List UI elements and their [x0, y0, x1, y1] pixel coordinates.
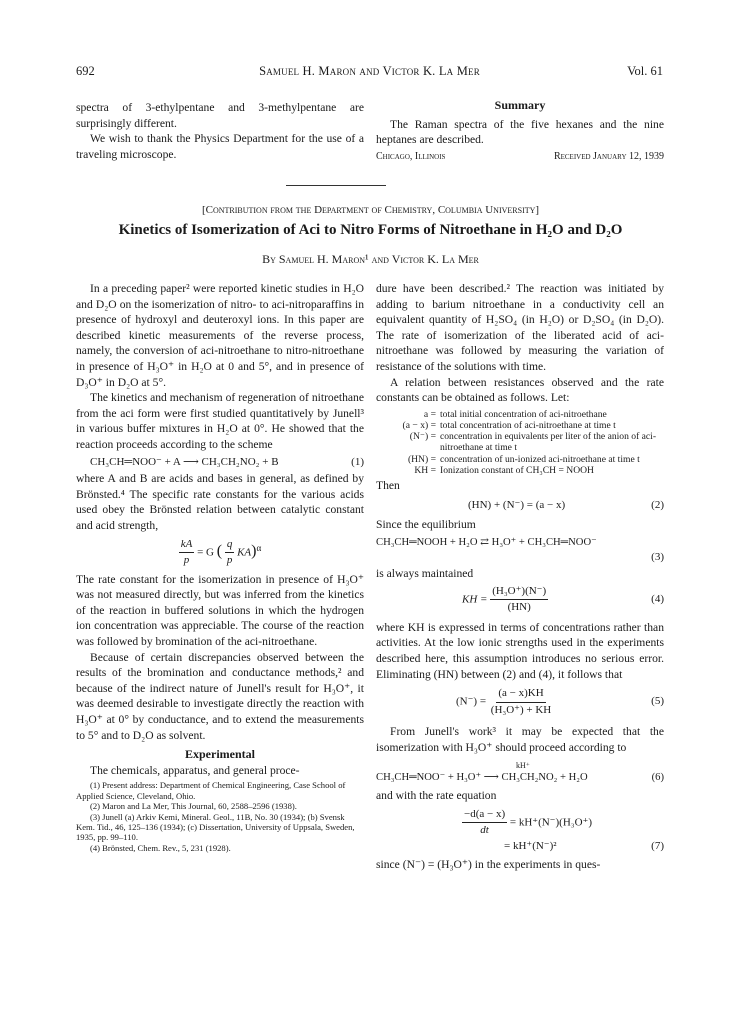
paragraph: is always maintained — [376, 566, 474, 580]
paragraph: Because of certain discrepancies observed between the results of the bromination and conductance methods,² and because of the indirect nature of Junell's result for H₃O⁺, it was deemed desirable to investigate directly the reaction with H₃O⁺ at 0° by conductance, and to extend the measurements to 5° and to D₂O as solvent. — [76, 650, 364, 742]
paragraph: Since the equilibrium — [376, 518, 476, 532]
byline: By Samuel H. Maron¹ and Victor K. La Mer — [262, 252, 479, 266]
equation-6: kH⁺ CH₃CH═NOO⁻ + H₃O⁺ ⟶ CH₃CH₂NO₂ + H₂O (6) — [376, 761, 664, 786]
right-column — [376, 281, 664, 873]
volume-label: Vol. 61 — [627, 64, 663, 78]
equation-1 — [76, 455, 364, 471]
equation-number: (7) — [651, 839, 664, 852]
paragraph: and with the rate equation — [376, 789, 497, 803]
paragraph: where A and B are acids and bases in general, as defined by Brönsted.⁴ The specific rate constants for the various acids used obey the Brönsted relation between catalytic constant and acid strength, — [76, 472, 364, 532]
equation-number: (4) — [651, 592, 664, 605]
paragraph: A relation between resistances observed and the rate constants can be obtained as follows. Let: — [376, 375, 664, 405]
then-label: Then — [376, 478, 400, 492]
equation-number: (6) — [651, 772, 664, 784]
received-line — [376, 149, 664, 165]
paragraph: where KH is expressed in terms of concentrations rather than activities. At the low ionic strengths used in the experiments described here, this assumption introduces no serious error. Eliminating (HN) between (2) and (4), it follows that — [376, 620, 664, 681]
article-title: Kinetics of Isomerization of Aci to Nitro Forms of Nitroethane in H₂O and D₂O — [118, 222, 623, 238]
legend-row: (a − x) = total concentration of aci-nitroethane at time t — [402, 419, 616, 431]
footnotes — [76, 780, 364, 853]
prev-article-left — [76, 100, 364, 162]
bronsted-relation: $\frac{kA}{p}$ = G ( $\frac{q}{p}$ KA)$^\alpha$ — [76, 537, 364, 569]
acknowledgement: We wish to thank the Physics Department for the use of a traveling microscope. — [76, 132, 364, 161]
footnote: (3) Junell (a) Arkiv Kemi, Mineral. Geol., 11B, No. 30 (1934); (b) Svensk Kem. Tid., 46, 125–136 (1934); (c) Dissertation, University of Uppsala, Sweden, 1935, pp. 99–110. — [76, 811, 355, 843]
equation-2: (HN) + (N⁻) = (a − x) (2) — [376, 498, 664, 514]
equation-4: KH = $\frac{\text{(H₃O⁺)(N⁻)}}{(HN)}$ (4) — [462, 584, 664, 614]
symbol-legend — [376, 409, 664, 476]
contribution-line: [Contribution from the Department of Chemistry, Columbia University] — [201, 204, 540, 216]
q-over-p: $\frac{q}{p}$ — [226, 537, 233, 567]
equation-number: (3) — [651, 551, 664, 564]
bronsted-fraction: $\frac{kA}{p}$ — [180, 537, 193, 567]
equation-number: (1) — [351, 455, 364, 468]
prev-paragraph: spectra of 3-ethylpentane and 3-methylpentane are surprisingly different. — [76, 101, 364, 130]
legend-row: KH = Ionization constant of CH₃CH = NOOH — [414, 464, 594, 476]
paragraph: In a preceding paper² were reported kinetic studies in H₂O and D₂O on the isomerization of nitro- to aci-nitroparaffins in presence of hydroxyl and deuteroxyl ions. In this paper are described kinetic measurements of the reverse process, namely, the conversion of aci-nitroethane to nitro-nitroethane in presence of H₃O⁺ in H₂O at 0 and 5°, and in presence of D₃O⁺ in D₂O at 5°. — [76, 282, 364, 389]
legend-row: (HN) = concentration of un-ionized aci-nitroethane at time t — [407, 453, 640, 465]
equation-text: CH₃CH═NOO⁻ + A ⟶ CH₃CH₂NO₂ + B — [90, 455, 279, 468]
summary-heading: Summary — [494, 98, 546, 112]
separator-rule — [286, 185, 386, 186]
running-header — [76, 64, 663, 82]
location: Chicago, Illinois — [376, 150, 446, 162]
footnote: (4) Brönsted, Chem. Rev., 5, 231 (1928). — [90, 842, 231, 853]
paragraph: since (N⁻) = (H₃O⁺) in the experiments in ques- — [376, 858, 601, 872]
left-column — [76, 281, 364, 853]
equation-5: (N⁻) = $\frac{(a - x)KH}{\text{(H₃O⁺) + KH}}$ (5) — [456, 687, 664, 716]
footnote: (1) Present address: Department of Chemical Engineering, Case School of Applied Science, Cleveland, Ohio. — [76, 780, 346, 801]
experimental-heading: Experimental — [185, 747, 255, 762]
page-number: 692 — [76, 64, 95, 78]
paragraph: dure have been described.² The reaction was initiated by adding to barium nitroethane in a conductivity cell an equivalent quantity of H₂SO₄ (in H₂O) or D₂SO₄ (in D₂O). The rate of isomerization of the liberated acid of aci-nitroethane was followed by measuring the variation of resistance of the solutions with time. — [376, 282, 664, 373]
paragraph: The kinetics and mechanism of regeneration of nitroethane from the aci form were first studied quantitatively by Junell³ in various buffer mixtures in H₂O at 0°. He showed that the reaction proceeds according to the scheme — [76, 391, 364, 451]
equation-number: (2) — [651, 498, 664, 511]
equation-number: (5) — [651, 695, 664, 708]
prev-article-summary — [376, 98, 664, 164]
paragraph: The rate constant for the isomerization in presence of H₃O⁺ was not measured directly, but was inferred from the kinetics of the reaction in buffered solutions in which the hydrogen ion concentration was appreciable. The course of the reaction was followed by bromination of the aci-nitroethane. — [76, 572, 364, 649]
summary-text: The Raman spectra of the five hexanes and the nine heptanes are described. — [376, 117, 664, 147]
legend-row: a = total initial concentration of aci-nitroethane — [423, 408, 607, 420]
footnote: (2) Maron and La Mer, This Journal, 60, 2588–2596 (1938). — [90, 801, 297, 812]
equation-7: $\frac{-d(a - x)}{dt}$ = kH⁺(N⁻)(H₃O⁺) = kH⁺(N⁻)² (7) — [376, 807, 664, 855]
running-authors: Samuel H. Maron and Victor K. La Mer — [259, 64, 480, 78]
equation-3: CH₃CH═NOOH + H₂O ⇄ H₃O⁺ + CH₃CH═NOO⁻ (3) — [376, 535, 664, 566]
legend-row: (N⁻) = concentration in equivalents per liter of the anion of aci-nitroethane at time t — [409, 431, 657, 454]
paragraph: From Junell's work³ it may be expected that the isomerization with H₃O⁺ should proceed according to — [376, 725, 664, 754]
paragraph: The chemicals, apparatus, and general proce- — [90, 763, 300, 777]
received-date: Received January 12, 1939 — [553, 150, 664, 162]
